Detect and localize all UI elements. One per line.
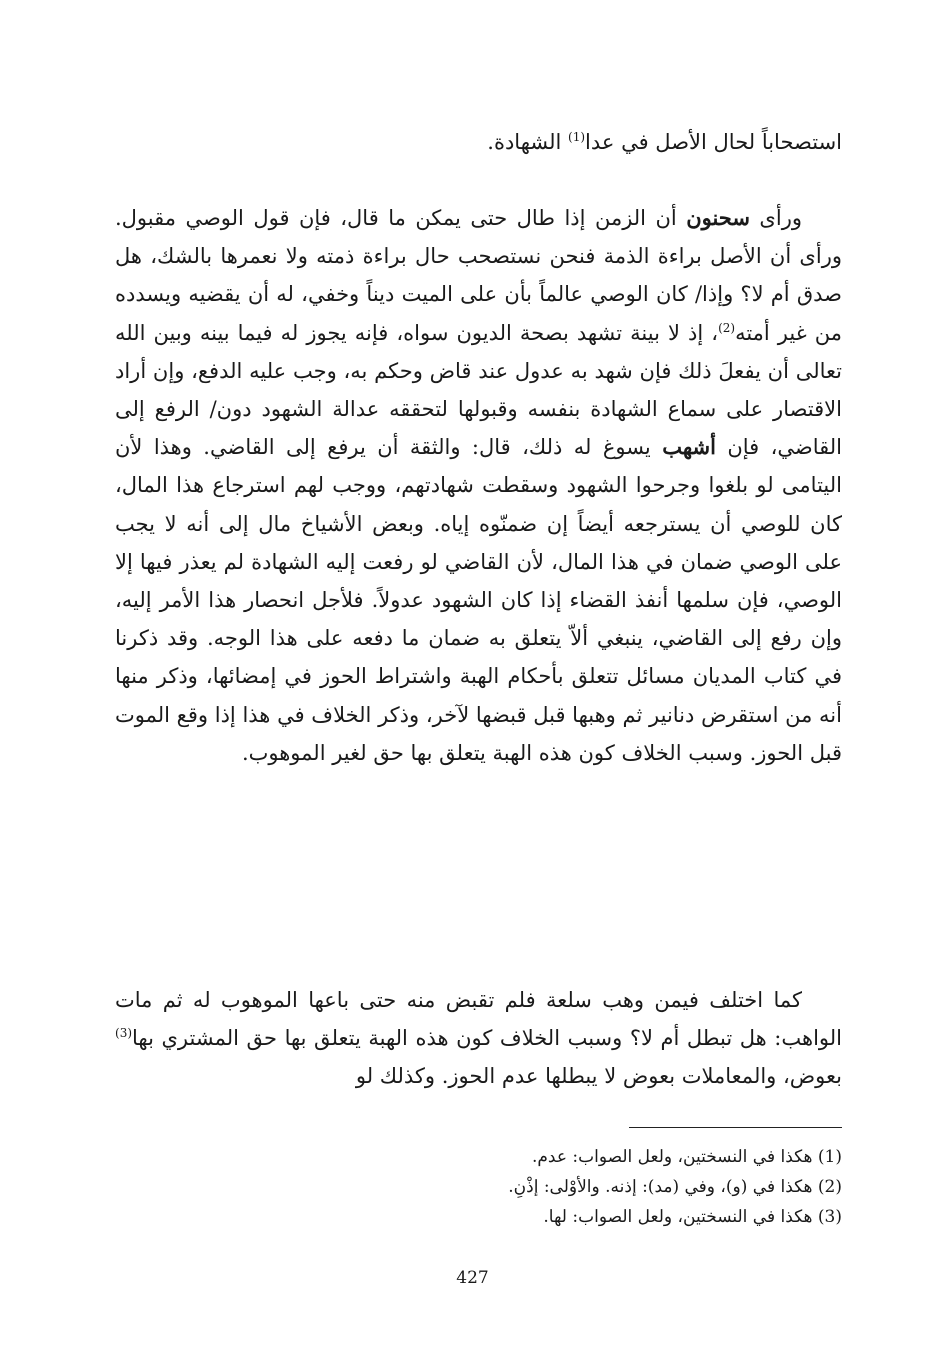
paragraph-main xyxy=(115,199,842,772)
paragraph-closing xyxy=(115,981,842,1096)
name-sahnun: سحنون xyxy=(686,205,750,230)
footnote-ref-2: (2) xyxy=(718,320,736,335)
text-run: ورأى xyxy=(749,206,802,230)
page-number: 427 xyxy=(456,1268,489,1288)
body-text xyxy=(115,123,842,161)
footnote-1: (1) هكذا في النسختين، ولعل الصواب: عدم. xyxy=(531,1147,842,1167)
text-run: ، إذ لا بينة تشهد بصحة الديون سواه، فإنه يجوز له فيما بينه وبين الله تعالى أن يفعلَ ذلك فإن شهد به عدول عند قاض وحكم به، وجب عليه الدفع، وإن أراد الاقتصار على سماع الشهادة بنفسه وقبولها لتحققه عدالة الشهود دون/ الرفع إلى القاضي، فإن xyxy=(115,320,843,460)
text-run: الشهادة. xyxy=(487,130,569,154)
text-run: استصحاباً لحال الأصل في عدا xyxy=(585,130,842,154)
text-run: أن الزمن إذا طال حتى يمكن ما قال، فإن قول الوصي مقبول. ورأى أن الأصل براءة الذمة فنحن نستصحب حال براءة ذمته ولا نعمرها بالشك، هل صدق أم لا؟ وإذا/ كان الوصي عالماً بأن على الميت ديناً وخفي، له أن يقضيه ويسدده من غير أمته xyxy=(115,206,842,345)
paragraph-opening xyxy=(115,123,842,161)
name-ashhab: أشهب xyxy=(662,434,716,460)
text-run: يسوغ له ذلك، قال: والثقة أن يرفع إلى القاضي. وهذا لأن اليتامى لو بلغوا وجرحوا الشهود وسقطت شهادتهم، ووجب لهم استرجاع هذا المال، كان للوصي أن يسترجعه أيضاً إن ضمنّوه إياه. وبعض الأشياخ مال إلى أنه لا يجب على الوصي ضمان في هذا المال، لأن القاضي لو رفعت إليه الشهادة لم يعذر فيها إلا الوصي، فإن سلمها أنفذ القضاء إذا كان الشهود عدولاً. فلأجل انحصار هذا الأمر إليه، وإن رفع إلى القاضي، ينبغي ألاّ يتعلق به ضمان ما دفعه على هذا الوجه. وقد ذكرنا في كتاب المديان مسائل تتعلق بأحكام الهبة واشتراط الحوز في إمضائها، وذكر منها أنه من استقرض دنانير ثم وهبها قبل قبضها لآخر، وذكر الخلاف في هذا إذا وقع الموت قبل الحوز. وسبب الخلاف كون هذه الهبة يتعلق بها حق لغير الموهوب. xyxy=(115,435,842,765)
footnote-2: (2) هكذا في (و)، وفي (مد): إذنه. والأوْلى: إذْنِ. xyxy=(508,1177,842,1197)
footnotes xyxy=(115,1142,842,1232)
body-text xyxy=(115,199,842,772)
text-run: كما اختلف فيمن وهب سلعة فلم تقبض منه حتى باعها الموهوب له ثم مات الواهب: هل تبطل أم لا؟ وسبب الخلاف كون هذه الهبة يتعلق بها حق المشتري بها xyxy=(115,988,842,1051)
footnote-separator xyxy=(629,1127,842,1128)
text-run: بعوض، والمعاملات بعوض لا يبطلها عدم الحوز. وكذلك لو xyxy=(355,1064,842,1089)
body-text xyxy=(115,981,842,1096)
footnote-ref-3: (3) xyxy=(115,1026,133,1041)
footnote-3: (3) هكذا في النسختين، ولعل الصواب: لها. xyxy=(543,1207,842,1227)
footnote-ref-1: (1) xyxy=(568,130,586,144)
